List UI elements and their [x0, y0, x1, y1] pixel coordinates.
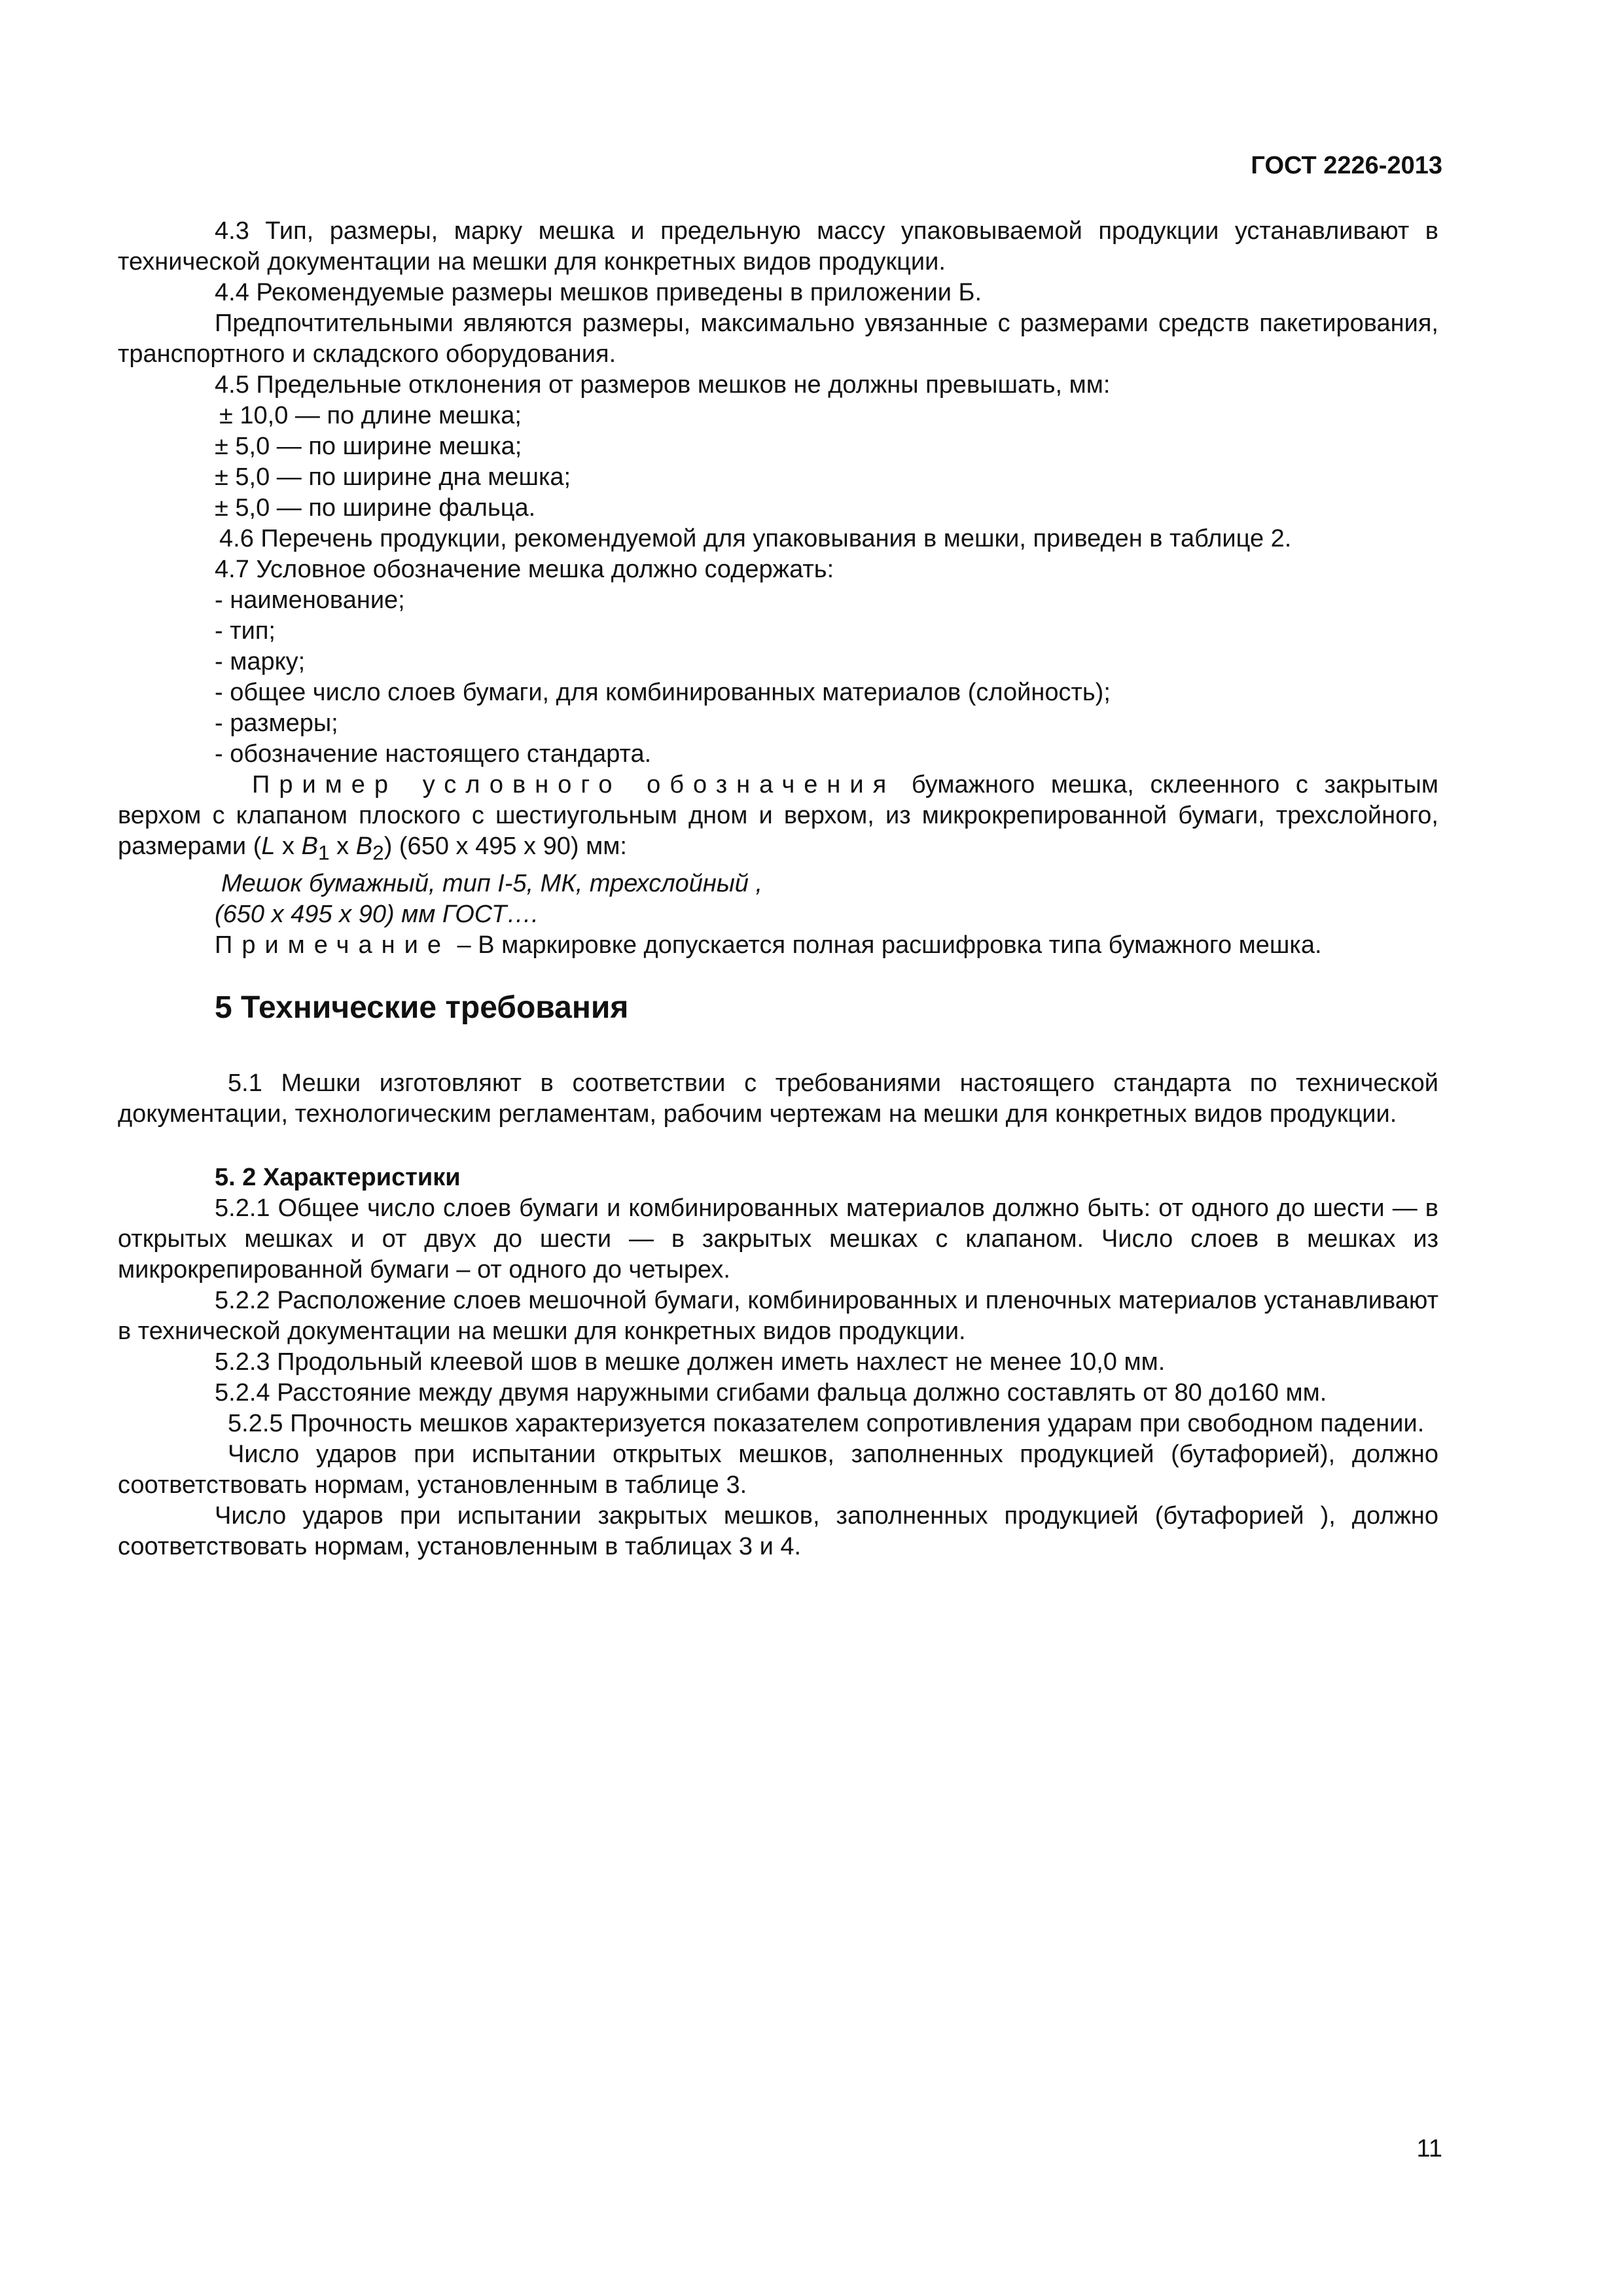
page-number: 11: [1416, 2135, 1442, 2162]
document-code: ГОСТ 2226-2013: [1251, 152, 1442, 179]
designation-item-grade: - марку;: [215, 648, 306, 675]
paragraph-4-6: 4.6 Перечень продукции, рекомендуемой для упаковывания в мешки, приведен в таблице 2.: [219, 525, 1292, 552]
formula-sub1: 1: [317, 840, 330, 865]
note-label: Примечание: [215, 931, 450, 959]
tolerance-length: ± 10,0 — по длине мешка;: [219, 402, 522, 429]
formula-b2: B: [355, 833, 373, 860]
paragraph-5-2-1: 5.2.1 Общее число слоев бумаги и комбинированных материалов должно быть: от одного до шести — в открытых мешках и от двух до шести — в закрытых мешках с клапаном. Число слоев в мешках из микрокрепированной бумаги – от одного до четырех.: [118, 1194, 1438, 1283]
example-line-1: Мешок бумажный, тип I-5, МК, трехслойный ,: [221, 869, 763, 897]
designation-item-type: - тип;: [215, 617, 276, 645]
example-label: Пример условного обозначения: [252, 771, 896, 798]
designation-item-dimensions: - размеры;: [215, 709, 338, 737]
designation-item-standard: - обозначение настоящего стандарта.: [215, 740, 652, 768]
designation-item-name: - наименование;: [215, 586, 405, 614]
paragraph-4-4-preferred: Предпочтительными являются размеры, максимально увязанные с размерами средств пакетирования, транспортного и складского оборудования.: [118, 310, 1438, 368]
paragraph-5-2-2: 5.2.2 Расположение слоев мешочной бумаги, комбинированных и пленочных материалов устанавливают в технической документации на мешки для конкретных видов продукции.: [118, 1286, 1438, 1345]
formula-b1: B: [301, 833, 318, 860]
note-text: – В маркировке допускается полная расшифровка типа бумажного мешка.: [450, 931, 1322, 959]
paragraph-5-2-5: 5.2.5 Прочность мешков характеризуется показателем сопротивления ударам при свободном падении.: [228, 1409, 1425, 1437]
formula-sub2: 2: [372, 840, 384, 865]
formula-x2: x: [329, 833, 356, 860]
formula-l: L: [261, 833, 276, 860]
paragraph-4-7: 4.7 Условное обозначение мешка должно содержать:: [215, 556, 834, 583]
paragraph-4-4: 4.4 Рекомендуемые размеры мешков приведены в приложении Б.: [215, 279, 982, 306]
designation-item-layers: - общее число слоев бумаги, для комбинированных материалов (слойность);: [215, 679, 1111, 706]
example-text: бумажного мешка, склеенного с закрытым верхом с клапаном плоского с шестиугольным дном и верхом, из микрокрепированной бумаги, трехслойного, размерами (: [118, 771, 1438, 860]
note-paragraph: [118, 930, 1438, 961]
example-paragraph: [118, 770, 1438, 869]
formula-x1: x: [275, 833, 302, 860]
example-line-2: (650 x 495 x 90) мм ГОСТ….: [215, 900, 539, 928]
formula-tail: ) (650 x 495 x 90) мм:: [383, 833, 627, 860]
tolerance-width: ± 5,0 — по ширине мешка;: [215, 433, 522, 460]
subsection-heading: 5. 2 Характеристики: [215, 1163, 461, 1191]
section-heading: 5 Технические требования: [215, 990, 629, 1025]
paragraph-closed-bags: Число ударов при испытании закрытых мешков, заполненных продукцией (бутафорией ), должно соответствовать нормам, установленным в таблицах 3 и 4.: [118, 1501, 1438, 1560]
paragraph-5-2-4: 5.2.4 Расстояние между двумя наружными сгибами фальца должно составлять от 80 до160 мм.: [215, 1378, 1327, 1407]
page-content: [118, 216, 1438, 1562]
tolerance-fold-width: ± 5,0 — по ширине фальца.: [215, 494, 536, 522]
paragraph-open-bags: Число ударов при испытании открытых мешков, заполненных продукцией (бутафорией), должно соответствовать нормам, установленным в таблице 3.: [118, 1440, 1438, 1499]
paragraph-4-3: 4.3 Тип, размеры, марку мешка и предельную массу упаковываемой продукции устанавливают в технической документации на мешки для конкретных видов продукции.: [118, 217, 1438, 276]
paragraph-5-1: 5.1 Мешки изготовляют в соответствии с требованиями настоящего стандарта по технической документации, технологическим регламентам, рабочим чертежам на мешки для конкретных видов продукции.: [118, 1069, 1438, 1128]
paragraph-4-5: 4.5 Предельные отклонения от размеров мешков не должны превышать, мм:: [215, 371, 1111, 399]
tolerance-bottom-width: ± 5,0 — по ширине дна мешка;: [215, 463, 571, 491]
paragraph-5-2-3: 5.2.3 Продольный клеевой шов в мешке должен иметь нахлест не менее 10,0 мм.: [215, 1348, 1166, 1376]
